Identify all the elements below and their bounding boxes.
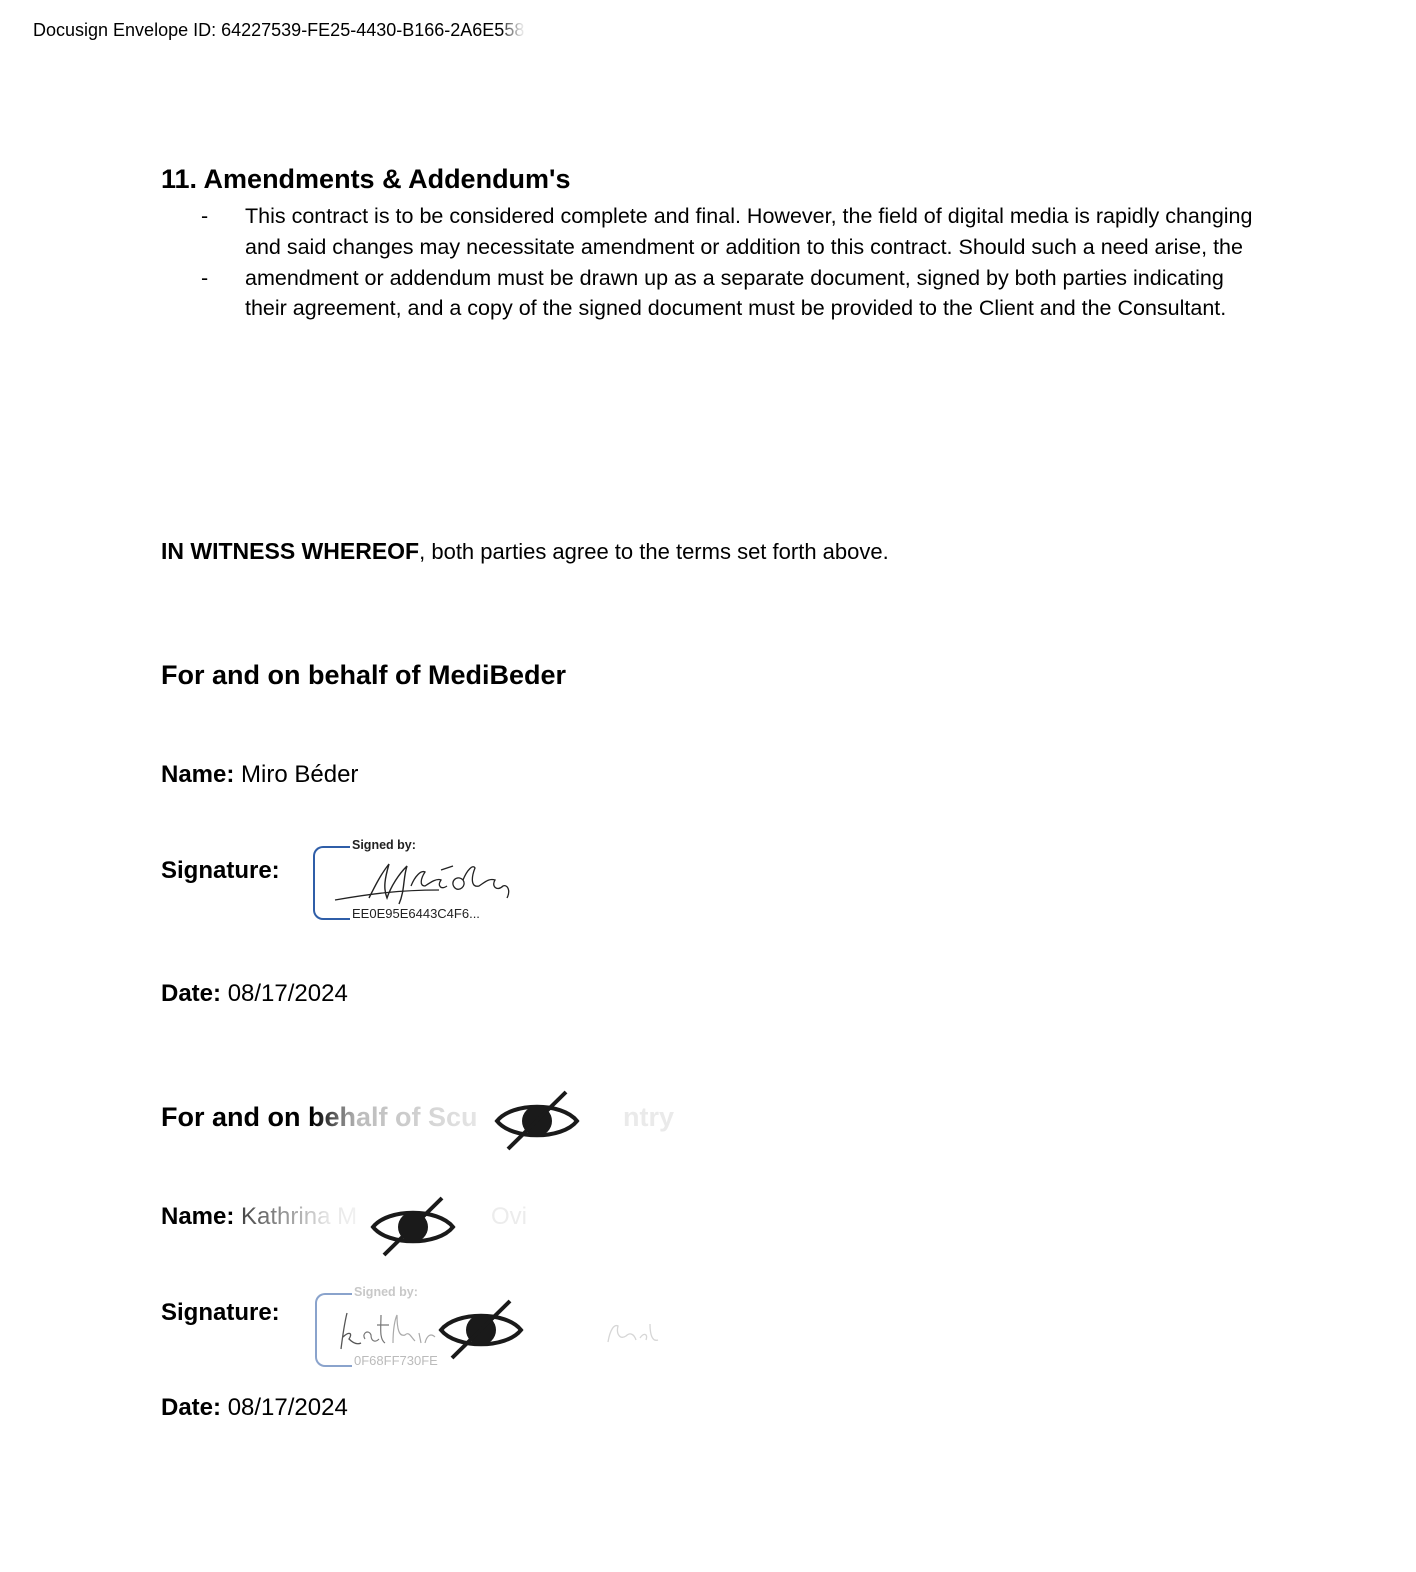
- eye-slash-icon: [438, 1299, 524, 1361]
- name-label: Name:: [161, 1203, 235, 1230]
- witness-statement: [161, 538, 889, 565]
- party2-heading-text: For and on behalf of Scu: [161, 1102, 478, 1132]
- faint-signature-fragment: [600, 1312, 670, 1352]
- envelope-id: [33, 20, 524, 41]
- party2-name: [161, 1203, 527, 1231]
- name-value-tail: Ovi: [491, 1203, 527, 1230]
- envelope-id-faded: 58: [504, 20, 525, 40]
- handwritten-signature: [329, 856, 519, 908]
- amendments-text: This contract is to be considered complete and final. However, the field of digital media is rapidly changing and said changes may necessitate amendment or addition to this contract. Should such a need arise, the amendment or addendum must be drawn up as a separate document, signed by both parties indicating their agreement, and a copy of the signed document must be provided to the Client and the Consultant.: [245, 204, 1253, 321]
- party1-heading: For and on behalf of MediBeder: [161, 660, 567, 690]
- signature-label: Signature:: [161, 857, 280, 884]
- bullet-dash: -: [201, 265, 209, 290]
- eye-slash-icon: [494, 1090, 580, 1152]
- signed-by-label: Signed by:: [354, 1285, 418, 1299]
- party1-name: [161, 761, 358, 789]
- party1-date: [161, 980, 348, 1008]
- name-value: Miro Béder: [241, 761, 359, 788]
- party2-heading: [161, 1102, 675, 1133]
- envelope-id-text: Docusign Envelope ID: 64227539-FE25-4430-B166-2A6E5: [33, 20, 505, 40]
- signature-label: Signature:: [161, 1299, 280, 1326]
- party1-signature-label: [161, 857, 280, 885]
- party2-signature-label: [161, 1299, 280, 1327]
- name-value: Kathrina M: [241, 1203, 358, 1230]
- bullet-dash: -: [201, 204, 209, 228]
- party1-signature-block: [313, 838, 573, 926]
- party2-date: [161, 1394, 348, 1422]
- signature-hash: 0F68FF730FE: [354, 1353, 438, 1368]
- handwritten-signature: [331, 1303, 451, 1355]
- date-value: 08/17/2024: [227, 1394, 348, 1421]
- party2-heading-tail: ntry: [623, 1102, 675, 1132]
- eye-slash-icon: [370, 1196, 456, 1258]
- date-value: 08/17/2024: [227, 980, 348, 1007]
- date-label: Date:: [161, 1394, 222, 1421]
- name-label: Name:: [161, 761, 235, 788]
- witness-rest: , both parties agree to the terms set forth above.: [419, 539, 889, 564]
- date-label: Date:: [161, 980, 222, 1007]
- signed-by-label: Signed by:: [352, 838, 416, 852]
- witness-bold: IN WITNESS WHEREOF: [161, 538, 420, 564]
- signature-hash: EE0E95E6443C4F6...: [352, 906, 480, 921]
- section-heading: 11. Amendments & Addendum's: [161, 164, 571, 194]
